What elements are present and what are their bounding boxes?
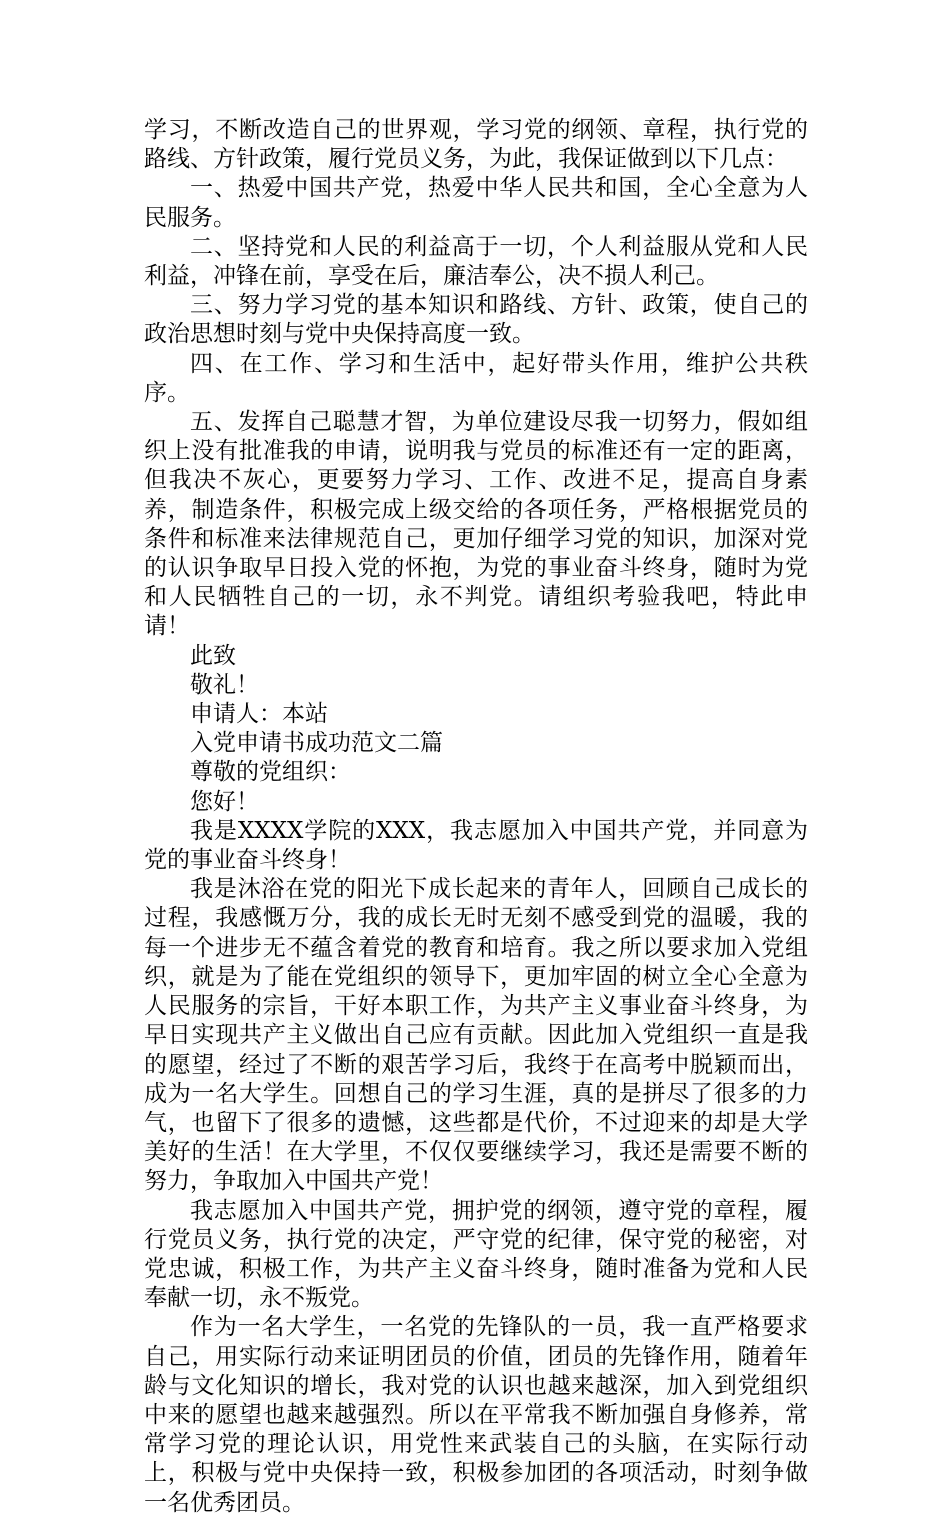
section-title: 入党申请书成功范文二篇 [190, 730, 443, 757]
paragraph-pledge-2: 二、坚持党和人民的利益高于一切，个人利益服从党和人民利益，冲锋在前，享受在后，廉洁奉公，决不损人利己。 [144, 233, 808, 290]
paragraph-background: 我是沐浴在党的阳光下成长起来的青年人，回顾自己成长的过程，我感慨万分，我的成长无时无刻不感受到党的温暖，我的每一个进步无不蕴含着党的教育和培育。我之所以要求加入党组织，就是为了能在党组织的领导下，更加牢固的树立全心全意为人民服务的宗旨，干好本职工作，为共产主义事业奋斗终身，为早日实现共产主义做出自己应有贡献。因此加入党组织一直是我的愿望，经过了不断的艰苦学习后，我终于在高考中脱颖而出，成为一名大学生。回想自己的学习生涯，真的是拼尽了很多的力气，也留下了很多的遗憾，这些都是代价，不过迎来的却是大学美好的生活！在大学里，不仅仅要继续学习，我还是需要不断的努力，争取加入中国共产党！ [144, 876, 808, 1195]
greeting-address: 尊敬的党组织： [190, 759, 351, 786]
paragraph-self-requirement: 作为一名大学生，一名党的先锋队的一员，我一直严格要求自己，用实际行动来证明团员的价值，团员的先锋作用，随着年龄与文化知识的增长，我对党的认识也越来越深，加入到党组织中来的愿望也越来越强烈。所以在平常我不断加强自身修养，常常学习党的理论认识，用党性来武装自己的头脑，在实际行动上，积极与党中央保持一致，积极参加团的各项活动，时刻争做一名优秀团员。 [144, 1314, 808, 1516]
paragraph-pledge-3: 三、努力学习党的基本知识和路线、方针、政策，使自己的政治思想时刻与党中央保持高度一致。 [144, 292, 808, 348]
document-body [144, 116, 808, 1518]
paragraph-continuation: 学习，不断改造自己的世界观，学习党的纲领、章程，执行党的路线、方针政策，履行党员义务，为此，我保证做到以下几点： [144, 117, 808, 173]
closing-salutation: 此致 [190, 642, 236, 669]
paragraph-pledge-5: 五、发挥自己聪慧才智，为单位建设尽我一切努力，假如组织上没有批准我的申请，说明我与党员的标准还有一定的距离，但我决不灰心，更要努力学习、工作、改进不足，提高自身素养，制造条件，积极完成上级交给的各项任务，严格根据党员的条件和标准来法律规范自己，更加仔细学习党的知识，加深对党的认识争取早日投入党的怀抱，为党的事业奋斗终身，随时为党和人民牺牲自己的一切，永不判党。请组织考验我吧，特此申请！ [144, 409, 808, 640]
closing-regards: 敬礼！ [190, 671, 259, 698]
greeting-hello: 您好！ [190, 788, 259, 815]
paragraph-commitment: 我志愿加入中国共产党，拥护党的纲领，遵守党的章程，履行党员义务，执行党的决定，严守党的纪律，保守党的秘密，对党忠诚，积极工作，为共产主义奋斗终身，随时准备为党和人民奉献一切，永不叛党。 [144, 1197, 808, 1312]
paragraph-pledge-4: 四、在工作、学习和生活中，起好带头作用，维护公共秩序。 [144, 350, 808, 406]
paragraph-pledge-1: 一、热爱中国共产党，热爱中华人民共和国，全心全意为人民服务。 [144, 175, 808, 231]
paragraph-intro: 我是XXXX学院的XXX，我志愿加入中国共产党，并同意为党的事业奋斗终身！ [144, 817, 808, 874]
applicant-signature: 申请人：本站 [190, 701, 328, 728]
